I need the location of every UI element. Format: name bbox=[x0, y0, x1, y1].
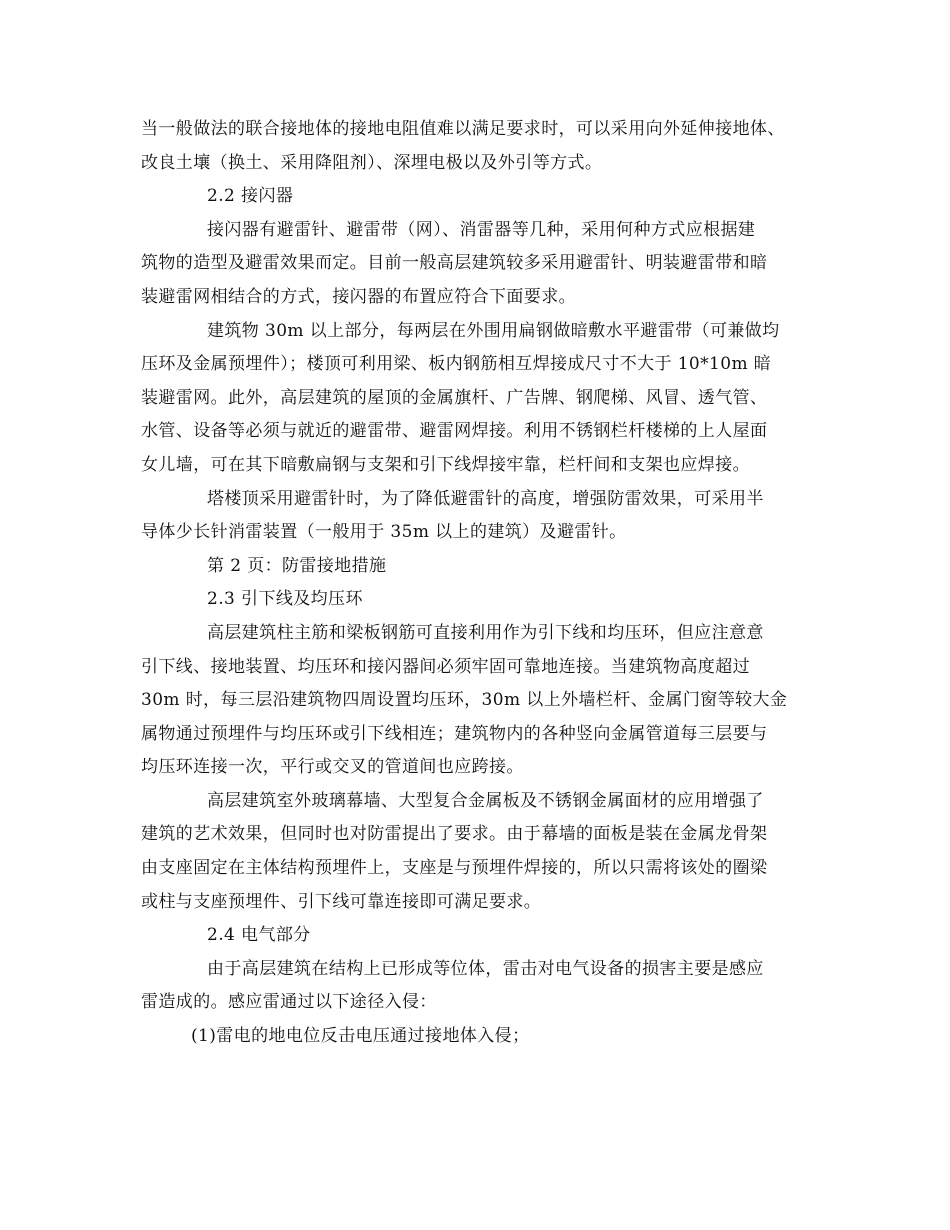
paragraph-line: 装避雷网相结合的方式，接闪器的布置应符合下面要求。 bbox=[141, 286, 576, 307]
paragraph-line: 建筑的艺术效果，但同时也对防雷提出了要求。由于幕墙的面板是装在金属龙骨架 bbox=[141, 824, 768, 845]
paragraph-line: 由于高层建筑在结构上已形成等位体，雷击对电气设备的损害主要是感应 bbox=[207, 958, 764, 979]
section-heading-2-4: 2.4 电气部分 bbox=[207, 925, 311, 946]
paragraph-line: 均压环连接一次，平行或交叉的管道间也应跨接。 bbox=[141, 757, 524, 778]
paragraph-line: 高层建筑室外玻璃幕墙、大型复合金属板及不锈钢金属面材的应用增强了 bbox=[207, 790, 764, 811]
paragraph-line: 属物通过预埋件与均压环或引下线相连；建筑物内的各种竖向金属管道每三层要与 bbox=[141, 723, 768, 744]
paragraph-line: 由支座固定在主体结构预埋件上，支座是与预埋件焊接的，所以只需将该处的圈梁 bbox=[141, 858, 768, 879]
list-item: (1)雷电的地电位反击电压通过接地体入侵； bbox=[191, 1026, 530, 1047]
section-heading-2-3: 2.3 引下线及均压环 bbox=[207, 589, 363, 610]
paragraph-line: 引下线、接地装置、均压环和接闪器间必须牢固可靠地连接。当建筑物高度超过 bbox=[141, 656, 750, 677]
paragraph-line: 塔楼顶采用避雷针时，为了降低避雷针的高度，增强防雷效果，可采用半 bbox=[207, 488, 764, 509]
paragraph-line: 当一般做法的联合接地体的接地电阻值难以满足要求时，可以采用向外延伸接地体、 bbox=[141, 119, 785, 139]
section-heading-2-2: 2.2 接闪器 bbox=[207, 186, 294, 207]
paragraph-line: 导体少长针消雷装置（一般用于 35m 以上的建筑）及避雷针。 bbox=[141, 522, 627, 543]
paragraph-line: 女儿墙，可在其下暗敷扁钢与支架和引下线焊接牢靠，栏杆间和支架也应焊接。 bbox=[141, 454, 750, 475]
document-page bbox=[141, 113, 821, 1054]
paragraph-line: 建筑物 30m 以上部分，每两层在外围用扁钢做暗敷水平避雷带（可兼做均 bbox=[207, 320, 780, 341]
paragraph-line: 雷造成的。感应雷通过以下途径入侵： bbox=[141, 992, 437, 1013]
paragraph-line: 高层建筑柱主筋和梁板钢筋可直接利用作为引下线和均压环，但应注意意 bbox=[207, 622, 764, 643]
page-heading: 第 2 页：防雷接地措施 bbox=[207, 555, 387, 576]
paragraph-line: 改良土壤（换土、采用降阻剂）、深埋电极以及外引等方式。 bbox=[141, 152, 603, 173]
paragraph-line: 30m 时，每三层沿建筑物四周设置均压环，30m 以上外墙栏杆、金属门窗等较大金 bbox=[141, 690, 788, 711]
paragraph-line: 压环及金属预埋件）；楼顶可利用梁、板内钢筋相互焊接成尺寸不大于 10*10m 暗 bbox=[141, 354, 772, 375]
paragraph-line: 筑物的造型及避雷效果而定。目前一般高层建筑较多采用避雷针、明装避雷带和暗 bbox=[141, 253, 768, 274]
paragraph-line: 装避雷网。此外，高层建筑的屋顶的金属旗杆、广告牌、钢爬梯、风冒、透气管、 bbox=[141, 387, 768, 408]
paragraph-line: 水管、设备等必须与就近的避雷带、避雷网焊接。利用不锈钢栏杆楼梯的上人屋面 bbox=[141, 421, 768, 442]
paragraph-line: 或柱与支座预埋件、引下线可靠连接即可满足要求。 bbox=[141, 891, 542, 912]
paragraph-line: 接闪器有避雷针、避雷带（网）、消雷器等几种，采用何种方式应根据建 bbox=[207, 219, 756, 240]
